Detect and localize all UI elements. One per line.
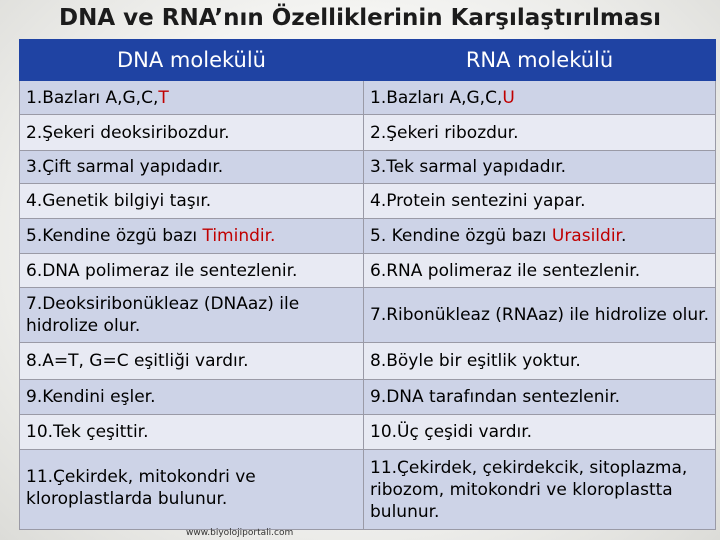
column-header-rna: RNA molekülü	[364, 40, 716, 81]
rna-cell: 2.Şekeri ribozdur.	[364, 115, 716, 151]
rna-cell: 4.Protein sentezini yapar.	[364, 184, 716, 219]
rna-cell: 5. Kendine özgü bazı Urasildir.	[364, 219, 716, 254]
rna-cell: 3.Tek sarmal yapıdadır.	[364, 151, 716, 184]
dna-cell: 11.Çekirdek, mitokondri ve kloroplastlarda bulunur.	[20, 450, 364, 530]
dna-cell: 1.Bazları A,G,C,T	[20, 81, 364, 115]
rna-cell: 11.Çekirdek, çekirdekcik, sitoplazma, ribozom, mitokondri ve kloroplastta bulunur.	[364, 450, 716, 530]
table-row	[20, 450, 716, 530]
table-row	[20, 415, 716, 450]
table-row	[20, 151, 716, 184]
dna-cell: 6.DNA polimeraz ile sentezlenir.	[20, 254, 364, 288]
rna-cell: 1.Bazları A,G,C,U	[364, 81, 716, 115]
rna-cell: 9.DNA tarafından sentezlenir.	[364, 380, 716, 415]
column-header-dna: DNA molekülü	[20, 40, 364, 81]
table-header-row	[20, 40, 716, 81]
comparison-table	[19, 39, 716, 530]
rna-cell: 8.Böyle bir eşitlik yoktur.	[364, 343, 716, 380]
table-row	[20, 343, 716, 380]
dna-cell: 10.Tek çeşittir.	[20, 415, 364, 450]
table-row	[20, 81, 716, 115]
rna-cell: 10.Üç çeşidi vardır.	[364, 415, 716, 450]
dna-cell: 3.Çift sarmal yapıdadır.	[20, 151, 364, 184]
dna-cell: 2.Şekeri deoksiribozdur.	[20, 115, 364, 151]
dna-cell: 9.Kendini eşler.	[20, 380, 364, 415]
table-row	[20, 254, 716, 288]
rna-cell: 6.RNA polimeraz ile sentezlenir.	[364, 254, 716, 288]
table-row	[20, 288, 716, 343]
dna-cell: 8.A=T, G=C eşitliği vardır.	[20, 343, 364, 380]
rna-cell: 7.Ribonükleaz (RNAaz) ile hidrolize olur.	[364, 288, 716, 343]
dna-cell: 7.Deoksiribonükleaz (DNAaz) ile hidrolize olur.	[20, 288, 364, 343]
table-row	[20, 115, 716, 151]
page-title: DNA ve RNA’nın Özelliklerinin Karşılaştırılması	[58, 5, 661, 31]
footer-watermark: www.biyolojiportali.com	[186, 528, 294, 538]
table-row	[20, 219, 716, 254]
table-row	[20, 380, 716, 415]
dna-cell: 4.Genetik bilgiyi taşır.	[20, 184, 364, 219]
dna-cell: 5.Kendine özgü bazı Timindir.	[20, 219, 364, 254]
table-row	[20, 184, 716, 219]
